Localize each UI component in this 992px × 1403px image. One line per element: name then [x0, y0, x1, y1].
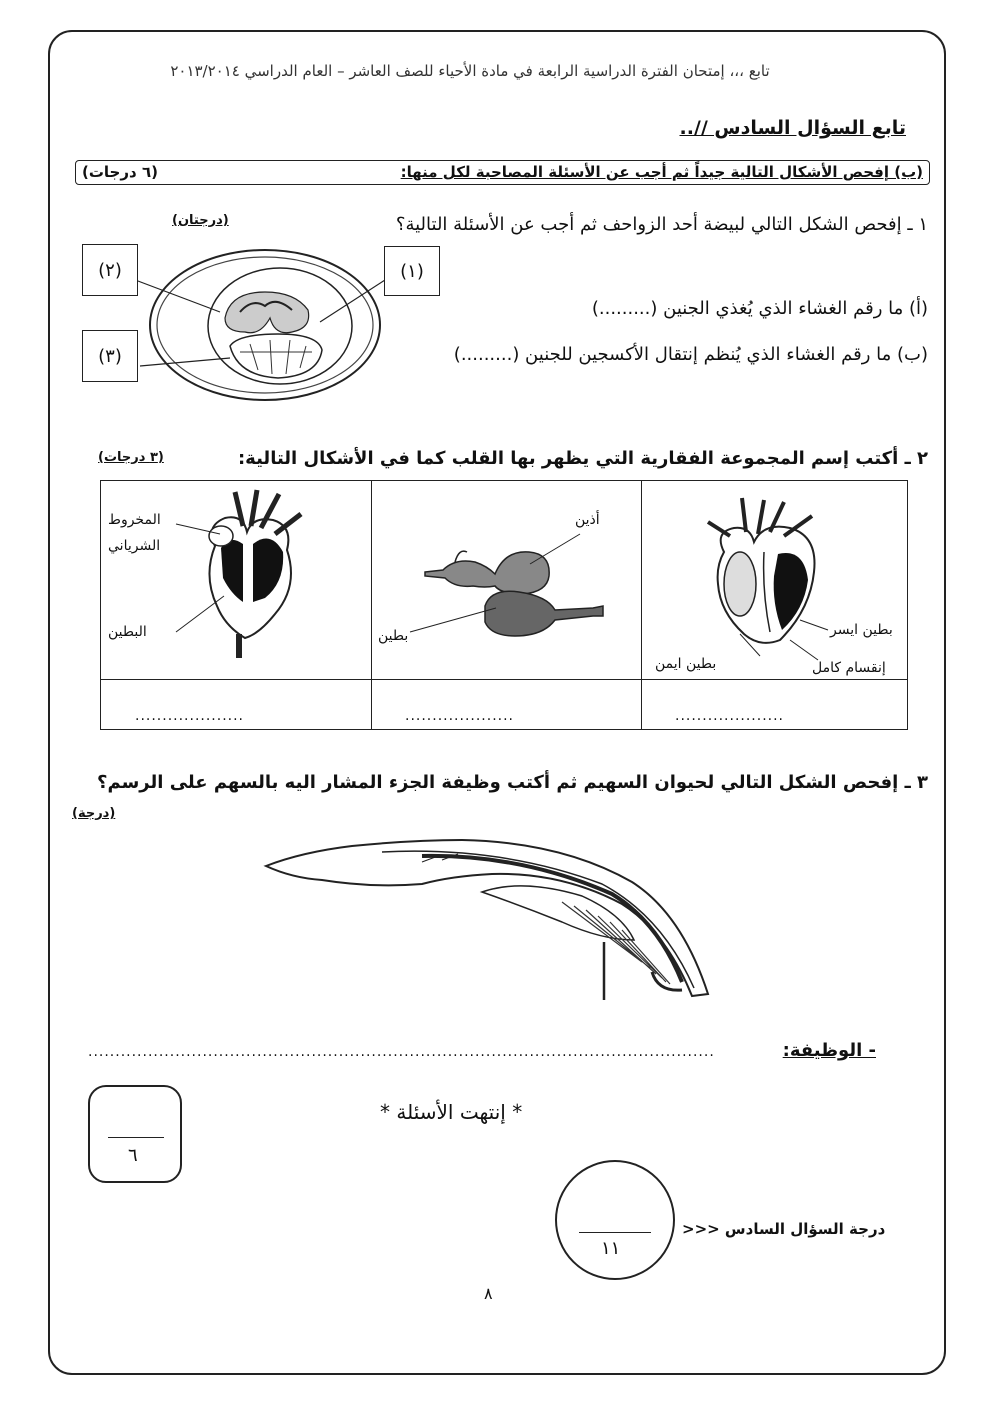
- end-of-questions: * إنتهت الأسئلة *: [380, 1100, 523, 1124]
- heart-left-label-ventricle: البطين: [108, 624, 147, 640]
- heart-middle-pointers: [400, 520, 600, 640]
- heart-left-label-cone-2: الشرياني: [108, 538, 161, 554]
- q3-function-label: - الوظيفة:: [782, 1040, 876, 1061]
- q1-sub-b: (ب) ما رقم الغشاء الذي يُنظم إنتقال الأكسجين للجنين (.........): [453, 344, 928, 365]
- heart-right-label-division: إنقسام كامل: [812, 660, 886, 676]
- score-box-fraction-line: [108, 1137, 164, 1138]
- page-number: ٨: [484, 1284, 493, 1303]
- q3-function-answer[interactable]: ...................................................................................................................: [88, 1044, 715, 1060]
- heart-right-label-right-ventricle: بطين ايمن: [655, 656, 717, 672]
- section-continuation: تابع السؤال السادس //..: [679, 117, 906, 139]
- egg-label-1: (١): [384, 246, 440, 296]
- total-score-label: درجة السؤال السادس <<<: [682, 1220, 886, 1238]
- q1-text: ١ ـ إفحص الشكل التالي لبيضة أحد الزواحف ثم أجب عن الأسئلة التالية؟: [395, 214, 928, 235]
- part-b-instruction: (ب) إفحص الأشكال التالية جيداً ثم أجب عن الأسئلة المصاحبة لكل منها:: [400, 163, 923, 181]
- heart-middle-label-ventricle: بطين: [378, 628, 409, 644]
- q2-marks: (٣ درجات): [98, 450, 164, 465]
- total-fraction-line: [579, 1232, 651, 1233]
- heart-middle-answer[interactable]: ....................: [405, 708, 515, 724]
- egg-label-2: (٢): [82, 244, 138, 296]
- table-answer-row-divider: [101, 679, 907, 680]
- amphioxus-diagram: [262, 822, 722, 1002]
- heart-left-pointers: [160, 520, 260, 640]
- table-divider-1: [371, 481, 372, 729]
- exam-header: تابع ،،، إمتحان الفترة الدراسية الرابعة في مادة الأحياء للصف العاشر – العام الدراسي ٢٠١٣/٢٠١٤: [170, 62, 770, 80]
- q2-text: ٢ ـ أكتب إسم المجموعة الفقارية التي يظهر بها القلب كما في الأشكال التالية:: [237, 448, 928, 469]
- heart-right-answer[interactable]: ....................: [675, 708, 785, 724]
- q1-marks: (درجتان): [172, 213, 229, 228]
- total-score-denominator: ١١: [601, 1238, 621, 1259]
- heart-right-pointers: [700, 600, 850, 670]
- q1-sub-a: (أ) ما رقم الغشاء الذي يُغذي الجنين (.........): [591, 298, 928, 319]
- total-score-circle: [555, 1160, 675, 1280]
- heart-right-label-left-ventricle: بطين ايسر: [830, 622, 893, 638]
- part-b-marks: (٦ درجات): [82, 163, 158, 181]
- heart-left-label-cone-1: المخروط: [108, 512, 161, 528]
- q3-marks: (درجة): [72, 806, 116, 821]
- q3-text: ٣ ـ إفحص الشكل التالي لحيوان السهيم ثم أكتب وظيفة الجزء المشار اليه بالسهم على الرسم؟: [97, 772, 928, 793]
- egg-label-3: (٣): [82, 330, 138, 382]
- heart-left-answer[interactable]: ....................: [135, 708, 245, 724]
- score-box-denominator: ٦: [128, 1145, 138, 1166]
- table-divider-2: [641, 481, 642, 729]
- part-b-instruction-bar: [75, 160, 930, 185]
- score-box: [88, 1085, 182, 1183]
- heart-middle-label-atrium: أذين: [575, 512, 600, 528]
